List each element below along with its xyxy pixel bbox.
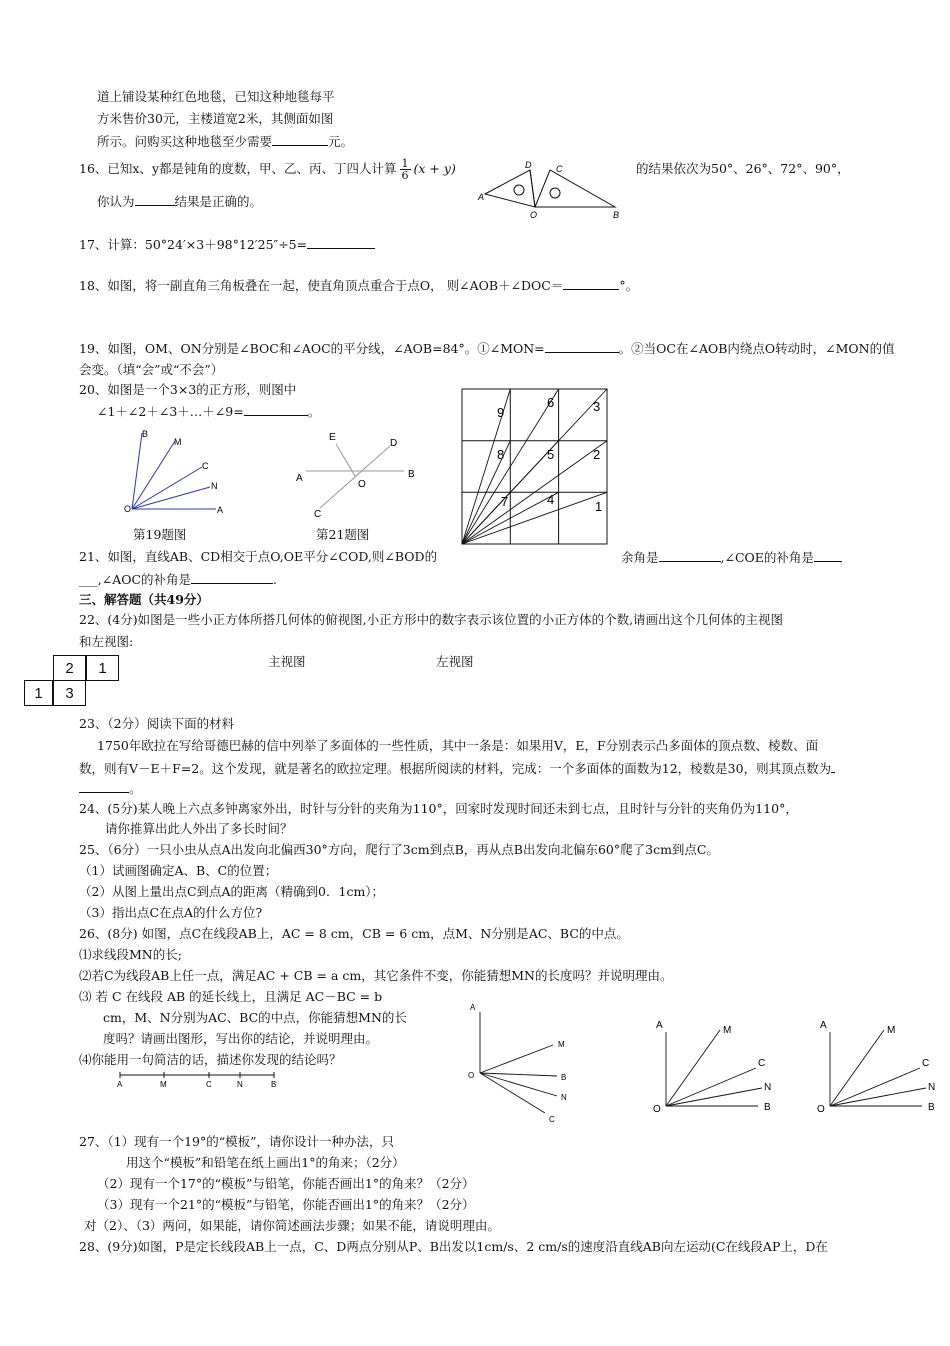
label-O: O xyxy=(468,1071,475,1080)
label-N: N xyxy=(211,481,218,491)
q25-line3: （2）从图上量出点C到点A的距离（精确到0．1cm）； xyxy=(79,884,385,899)
q28-line1: 28、(9分)如图，P是定长线段AB上一点，C、D两点分别从P、B出发以1cm/s、2 cm/s的速度沿直线AB向左运动(C在线段AP上，D在 xyxy=(79,1239,828,1254)
grid-num-9: 9 xyxy=(497,405,505,420)
label-C: C xyxy=(314,509,322,520)
grid-num-5: 5 xyxy=(547,447,555,462)
q25-line4: （3）指出点C在点A的什么方位? xyxy=(79,905,263,920)
label-A: A xyxy=(656,1020,663,1031)
label-O: O xyxy=(124,504,132,514)
answer-blank xyxy=(191,570,273,584)
q26-angle-figure-1 xyxy=(465,998,585,1126)
frac-numerator: 1 xyxy=(401,157,409,170)
q19-figure xyxy=(120,425,230,517)
label-O: O xyxy=(530,210,538,220)
line-CD xyxy=(320,446,390,508)
seg-label-A: A xyxy=(117,1080,123,1089)
q27-line1: 27、（1）现有一个19°的“模板”，请你设计一种办法，只 xyxy=(79,1134,395,1149)
answer-blank xyxy=(831,759,835,773)
label-M: M xyxy=(723,1025,732,1036)
q18-end: °。 xyxy=(619,278,639,293)
label-C: C xyxy=(549,1115,555,1124)
q22-line2: 和左视图: xyxy=(79,634,134,649)
label-C: C xyxy=(758,1058,766,1069)
q21-line2-b: ,∠AOC的补角是 xyxy=(97,572,192,587)
seg-label-N: N xyxy=(237,1080,243,1089)
q23-line2: 1750年欧拉在写给哥德巴赫的信中列举了多面体的一些性质，其中一条是：如果用V，E，F分别表示凸多面体的顶点数、棱数、面 xyxy=(97,738,819,753)
q26-line4: ⑶ 若 C 在线段 AB 的延长线上，且满足 AC－BC = b xyxy=(79,989,383,1004)
q18-text: 18、如图，将一副直角三角板叠在一起，使直角顶点重合于点O， 则∠AOB＋∠DOC＝ xyxy=(79,278,564,293)
section3-title: 三、解答题（共49分） xyxy=(79,592,209,607)
frac-denominator: 6 xyxy=(401,169,409,182)
seg-label-M: M xyxy=(160,1080,167,1089)
answer-blank xyxy=(244,402,308,416)
q20-line2 xyxy=(97,402,320,421)
label-M: M xyxy=(887,1025,896,1036)
label-N: N xyxy=(928,1082,936,1093)
label-A: A xyxy=(217,505,224,515)
q16-text-a: 16、已知x、y都是钝角的度数，甲、乙、丙、丁四人计算 xyxy=(79,161,397,176)
label-B: B xyxy=(928,1102,935,1113)
label-B: B xyxy=(561,1073,567,1082)
q21-text-b: 余角是 xyxy=(621,550,659,565)
q25-line2: （1）试画图确定A、B、C的位置； xyxy=(79,863,278,878)
label-M: M xyxy=(174,437,182,447)
q23-line1: 23、（2分）阅读下面的材料 xyxy=(79,716,235,731)
label-A: A xyxy=(820,1020,827,1031)
q17-text: 17、计算：50°24′×3＋98°12′25″÷5= xyxy=(79,237,308,252)
label-C: C xyxy=(556,164,563,174)
q23-line3 xyxy=(79,759,835,778)
q27-line2: 用这个“模板”和铅笔在纸上画出1°的角来；（2分） xyxy=(126,1155,405,1170)
q26-line5: cm，M、N分别为AC、BC的中点，你能猜想MN的长 xyxy=(103,1010,407,1025)
q21-line1-b xyxy=(621,548,842,567)
q16-line2 xyxy=(97,192,262,211)
q16-line1 xyxy=(79,158,456,181)
q15-line3-text: 所示。问购买这种地毯至少需要 xyxy=(97,134,273,149)
label-D: D xyxy=(390,438,398,449)
q24-line1: 24、(5分)某人晚上六点多钟离家外出，时针与分针的夹角为110°，回家时发现时间还未到七点，且时针与分针的夹角仍为110°， xyxy=(79,801,798,816)
answer-blank xyxy=(79,779,129,793)
q21-figure xyxy=(292,428,422,520)
top-view-cell: 3 xyxy=(53,680,86,706)
q26-angle-figure-2 xyxy=(648,1016,778,1118)
q19-caption: 第19题图 xyxy=(133,527,187,542)
label-O: O xyxy=(817,1104,825,1115)
q15-line3 xyxy=(97,132,353,151)
seg-label-C: C xyxy=(206,1080,212,1089)
label-C: C xyxy=(202,461,209,471)
q15-line3-end: 元。 xyxy=(328,134,354,149)
label-N: N xyxy=(561,1093,567,1102)
q21-line2 xyxy=(79,570,277,589)
top-view-cell: 1 xyxy=(86,655,119,681)
q20-end: 。 xyxy=(307,404,321,419)
answer-blank xyxy=(545,339,619,353)
label-E: E xyxy=(329,432,336,443)
ruler-hole-2 xyxy=(550,188,560,198)
q27-line4: （3）现有一个21°的“模板”与铅笔，你能否画出1°的角来？（2分） xyxy=(97,1197,475,1212)
answer-blank xyxy=(307,235,375,249)
q21-text-c: ,∠COE的补角是 xyxy=(720,550,814,565)
q21-line1-a: 21、如图，直线AB、CD相交于点O,OE平分∠COD,则∠BOD的 xyxy=(79,549,438,564)
q16-line2-end: 结果是正确的。 xyxy=(174,194,263,209)
q23-line4 xyxy=(79,779,142,798)
q22-line1: 22、(4分)如图是一些小正方体所搭几何体的俯视图,小正方形中的数字表示该位置的小正方体的个数,请画出这个几何体的主视图 xyxy=(79,612,784,627)
q22-front-label: 主视图 xyxy=(268,654,306,669)
q18-triangle-figure xyxy=(475,160,635,222)
q23-text: 数，则有V－E＋F=2。这个发现，就是著名的欧拉定理。根据所阅读的材料，完成：一个多面体的面数为12，棱数是30，则其顶点数为 xyxy=(79,761,832,776)
grid-num-8: 8 xyxy=(497,447,505,462)
q24-line2: 请你推算出此人外出了多长时间？ xyxy=(105,821,293,836)
label-B: B xyxy=(408,469,415,480)
label-D: D xyxy=(525,160,532,170)
grid-num-2: 2 xyxy=(593,447,601,462)
q27-line3: （2）现有一个17°的“模板”与铅笔，你能否画出1°的角来？（2分） xyxy=(97,1176,475,1191)
label-A: A xyxy=(478,192,485,202)
grid-num-3: 3 xyxy=(593,399,601,414)
answer-blank xyxy=(814,548,842,562)
q26-line1: 26、(8分) 如图，点C在线段AB上，AC = 8 cm，CB = 6 cm，点M、N分别是AC、BC的中点。 xyxy=(79,926,629,941)
q20-grid-figure xyxy=(460,387,610,547)
label-N: N xyxy=(764,1082,772,1093)
q26-line7: ⑷你能用一句简洁的话，描述你发现的结论吗？ xyxy=(79,1052,342,1067)
ruler-hole-1 xyxy=(514,185,524,195)
label-B: B xyxy=(613,210,620,220)
q23-end: 。 xyxy=(129,781,142,796)
top-view-cell: 2 xyxy=(53,655,86,681)
q16-line2-text: 你认为 xyxy=(97,194,135,209)
answer-blank xyxy=(135,192,175,206)
q16-expression: (x + y) xyxy=(413,161,456,176)
q25-line1: 25、（6分）一只小虫从点A出发向北偏西30°方向，爬行了3cm到点B，再从点B出发向北偏东60°爬了3cm到点C。 xyxy=(79,842,719,857)
q19-line2: 会变。（填“会”或“不会”） xyxy=(79,362,224,377)
seg-label-B: B xyxy=(271,1080,277,1089)
q19-line1 xyxy=(79,339,895,358)
label-C: C xyxy=(922,1058,930,1069)
q20-text: ∠1＋∠2＋∠3＋…＋∠9= xyxy=(97,404,244,419)
q26-angle-figure-3 xyxy=(812,1016,942,1118)
q15-line1: 道上铺设某种红色地毯，已知这种地毯每平 xyxy=(97,89,335,104)
q26-line2: ⑴求线段MN的长; xyxy=(79,947,182,962)
q19-text-b: 。②当OC在∠AOB内绕点O转动时，∠MON的值 xyxy=(618,341,895,356)
q22-left-label: 左视图 xyxy=(436,654,474,669)
answer-blank xyxy=(659,548,721,562)
top-view-cell: 1 xyxy=(24,680,53,706)
answer-blank xyxy=(563,276,619,290)
q21-line2-c: . xyxy=(273,572,278,587)
q26-line3: ⑵若C为线段AB上任一点，满足AC + CB = a cm，其它条件不变，你能猜想MN的长度吗？并说明理由。 xyxy=(79,968,673,983)
q26-segment-figure xyxy=(114,1070,284,1090)
grid-num-6: 6 xyxy=(547,395,555,410)
label-B: B xyxy=(142,429,149,439)
label-B: B xyxy=(764,1102,771,1113)
grid-num-7: 7 xyxy=(501,494,509,509)
ruler-line xyxy=(530,170,535,207)
q20-line1: 20、如图是一个3×3的正方形，则图中 xyxy=(79,382,297,397)
q26-line6: 度吗？请画出图形，写出你的结论，并说明理由。 xyxy=(103,1031,379,1046)
q16-text-b: 的结果依次为50°、26°、72°、90°， xyxy=(636,161,850,176)
q19-text-a: 19、如图，OM、ON分别是∠BOC和∠AOC的平分线，∠AOB=84°。①∠MON= xyxy=(79,341,545,356)
label-A: A xyxy=(296,473,303,484)
q21-line2-a: ___ xyxy=(79,572,98,587)
label-A: A xyxy=(470,1003,476,1012)
grid-num-1: 1 xyxy=(595,499,603,514)
q16-fraction xyxy=(400,158,411,181)
grid-num-4: 4 xyxy=(547,492,555,507)
q27-line5: 对（2）、（3）两问，如果能，请你简述画法步骤；如果不能，请说明理由。 xyxy=(84,1218,500,1233)
label-M: M xyxy=(558,1040,565,1049)
q21-caption: 第21题图 xyxy=(316,527,370,542)
triangle-ruler-1 xyxy=(485,170,535,207)
q15-line2: 方米售价30元，主楼道宽2米，其侧面如图 xyxy=(97,111,334,126)
q17-line xyxy=(79,235,375,254)
label-O: O xyxy=(653,1104,661,1115)
label-O: O xyxy=(358,479,366,490)
triangle-ruler-2 xyxy=(535,170,615,207)
answer-blank xyxy=(272,132,328,146)
q18-line xyxy=(79,276,638,295)
ray-lines xyxy=(462,389,607,544)
